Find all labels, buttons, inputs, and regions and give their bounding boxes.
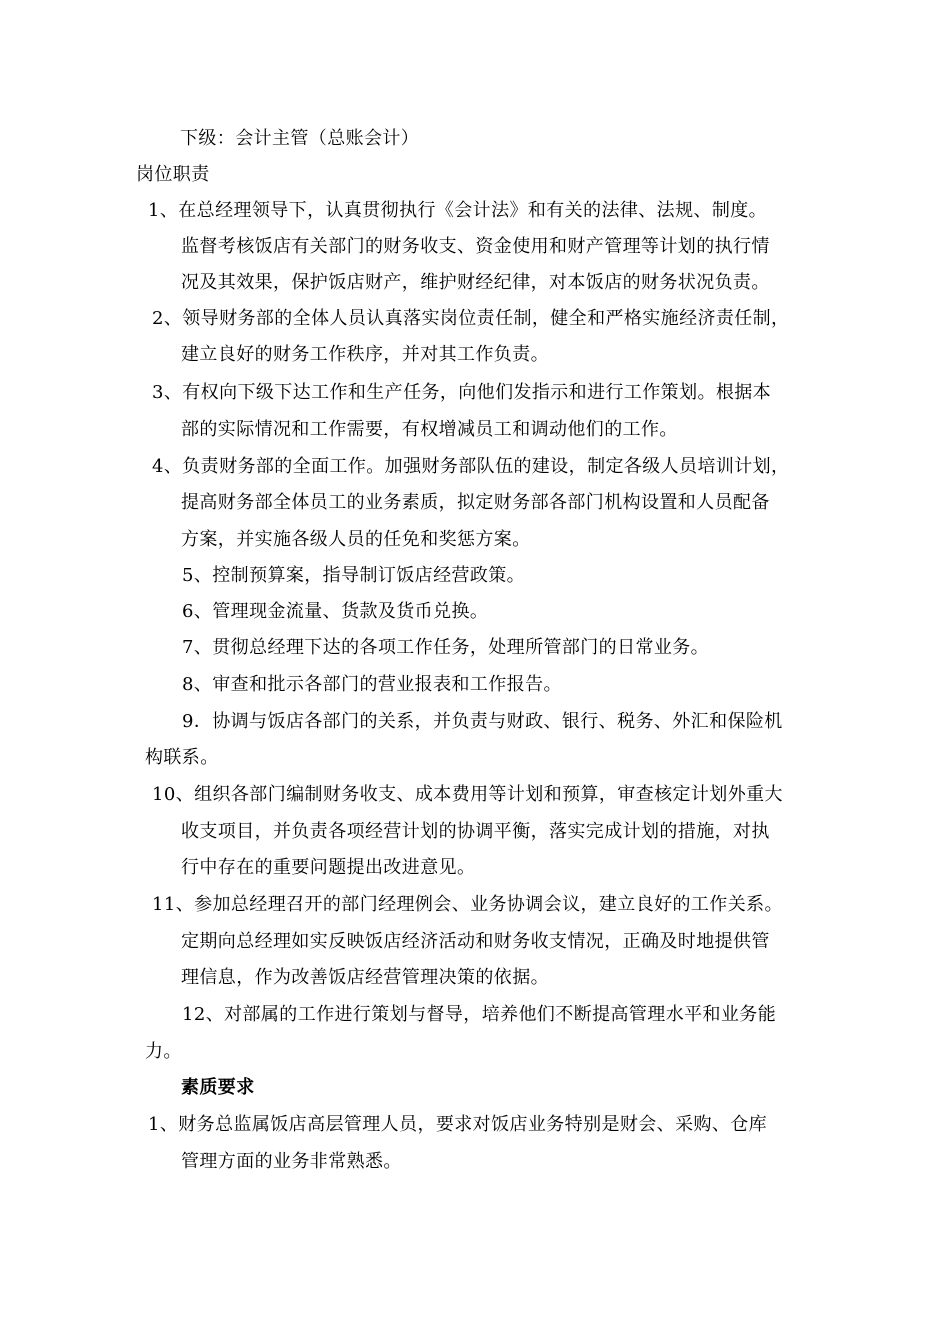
duty-item-5: 5、控制预算案，指导制订饭店经营政策。 (182, 565, 526, 586)
duty-4-number: 4、 (152, 456, 183, 477)
duty-12-line-2: 力。 (145, 1041, 182, 1062)
duty-2-line-2: 建立良好的财务工作秩序，并对其工作负责。 (181, 344, 549, 365)
duty-4-line-2: 提高财务部全体员工的业务素质，拟定财务部各部门机构设置和人员配备 (181, 492, 770, 513)
duty-3-line-1: 3、有权向下级下达工作和生产任务，向他们发指示和进行工作策划。根据本 (152, 382, 772, 403)
duty-12-number: 12、 (182, 1004, 225, 1025)
duty-10-number: 10、 (152, 784, 195, 805)
duty-1-line-1: 1、在总经理领导下，认真贯彻执行《会计法》和有关的法律、法规、制度。 (148, 200, 768, 221)
duty-3-line-2: 部的实际情况和工作需要，有权增减员工和调动他们的工作。 (181, 419, 678, 440)
duty-9-line-2: 构联系。 (145, 747, 219, 768)
duty-5-number: 5、 (182, 565, 213, 586)
duty-10-line-2: 收支项目，并负责各项经营计划的协调平衡，落实完成计划的措施，对执 (181, 821, 770, 842)
duty-2-number: 2、 (152, 308, 183, 329)
duty-1-line-3: 况及其效果，保护饭店财产，维护财经纪律，对本饭店的财务状况负责。 (181, 272, 770, 293)
duty-6-number: 6、 (182, 601, 213, 622)
duty-11-line-1: 11、参加总经理召开的部门经理例会、业务协调会议，建立良好的工作关系。 (152, 894, 783, 915)
duty-item-8: 8、审查和批示各部门的营业报表和工作报告。 (182, 674, 562, 695)
duty-item-6: 6、管理现金流量、货款及货币兑换。 (182, 601, 489, 622)
quality-1-line-2: 管理方面的业务非常熟悉。 (181, 1151, 402, 1172)
section-heading-duties: 岗位职责 (136, 164, 210, 185)
duty-9-line-1: 9．协调与饭店各部门的关系，并负责与财政、银行、税务、外汇和保险机 (182, 711, 783, 732)
quality-1-line-1: 1、财务总监属饭店高层管理人员，要求对饭店业务特别是财会、采购、仓库 (148, 1114, 768, 1135)
duty-1-line-2: 监督考核饭店有关部门的财务收支、资金使用和财产管理等计划的执行情 (181, 236, 770, 257)
duty-1-number: 1、 (148, 200, 179, 221)
section-heading-quality: 素质要求 (181, 1077, 255, 1098)
duty-10-line-1: 10、组织各部门编制财务收支、成本费用等计划和预算，审查核定计划外重大 (152, 784, 783, 805)
duty-11-line-3: 理信息，作为改善饭店经营管理决策的依据。 (181, 967, 549, 988)
duty-11-line-2: 定期向总经理如实反映饭店经济活动和财务收支情况，正确及时地提供管 (181, 931, 770, 952)
duty-4-line-3: 方案，并实施各级人员的任免和奖惩方案。 (181, 529, 531, 550)
duty-item-7: 7、贯彻总经理下达的各项工作任务，处理所管部门的日常业务。 (182, 637, 710, 658)
duty-11-number: 11、 (152, 894, 195, 915)
duty-2-line-1: 2、领导财务部的全体人员认真落实岗位责任制，健全和严格实施经济责任制， (152, 308, 790, 329)
duty-12-line-1: 12、对部属的工作进行策划与督导，培养他们不断提高管理水平和业务能 (182, 1004, 777, 1025)
duty-3-number: 3、 (152, 382, 183, 403)
duty-4-line-1: 4、负责财务部的全面工作。加强财务部队伍的建设，制定各级人员培训计划， (152, 456, 790, 477)
duty-8-number: 8、 (182, 674, 213, 695)
duty-10-line-3: 行中存在的重要问题提出改进意见。 (181, 857, 476, 878)
subordinate-line: 下级：会计主管（总账会计） (180, 128, 420, 149)
duty-7-number: 7、 (182, 637, 213, 658)
quality-1-number: 1、 (148, 1114, 179, 1135)
duty-9-number: 9． (182, 711, 213, 732)
